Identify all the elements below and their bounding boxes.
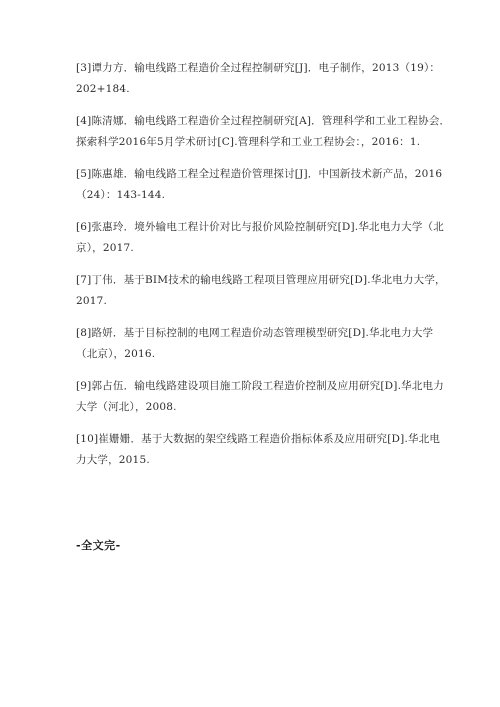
reference-item-5 <box>76 164 443 206</box>
reference-item-9 <box>76 376 444 418</box>
reference-line: 力大学，2015. <box>76 454 150 466</box>
reference-item-6 <box>76 217 444 259</box>
reference-line: [4]陈清娜．输电线路工程造价全过程控制研究[A]．管理科学和工业工程协会． <box>76 115 451 127</box>
reference-line: 探索科学2016年5月学术研讨[C].管理科学和工业工程协会：，2016：1. <box>76 136 421 148</box>
reference-line: 202+184. <box>76 83 130 95</box>
reference-line: （24）：143-144. <box>76 189 166 201</box>
reference-line: 2017. <box>76 295 108 307</box>
reference-line: （北京），2016. <box>76 348 156 360</box>
reference-line: [5]陈惠雄．输电线路工程全过程造价管理探讨[J]．中国新技术新产品，2016 <box>76 168 443 180</box>
reference-item-7 <box>76 270 446 312</box>
reference-line: [7]丁伟．基于BIM技术的输电线路工程项目管理应用研究[D].华北电力大学， <box>76 274 446 286</box>
reference-line: [3]谭力方．输电线路工程造价全过程控制研究[J]．电子制作，2013（19）： <box>76 62 441 74</box>
reference-item-3 <box>76 58 441 100</box>
reference-line: [6]张惠玲．境外输电工程计价对比与报价风险控制研究[D].华北电力大学（北 <box>76 221 444 233</box>
reference-line: [8]路妍．基于目标控制的电网工程造价动态管理模型研究[D].华北电力大学 <box>76 327 434 339</box>
reference-line: 大学（河北），2008. <box>76 401 177 413</box>
reference-line: [10]崔姗姗．基于大数据的架空线路工程造价指标体系及应用研究[D].华北电 <box>76 433 441 445</box>
reference-item-8 <box>76 323 436 365</box>
reference-item-10 <box>76 429 441 471</box>
reference-list <box>76 58 451 482</box>
reference-item-4 <box>76 111 451 153</box>
end-of-document-mark: -全文完- <box>76 539 121 552</box>
reference-line: [9]郭占伍．输电线路建设项目施工阶段工程造价控制及应用研究[D].华北电力 <box>76 380 444 392</box>
reference-line: 京），2017. <box>76 242 134 254</box>
